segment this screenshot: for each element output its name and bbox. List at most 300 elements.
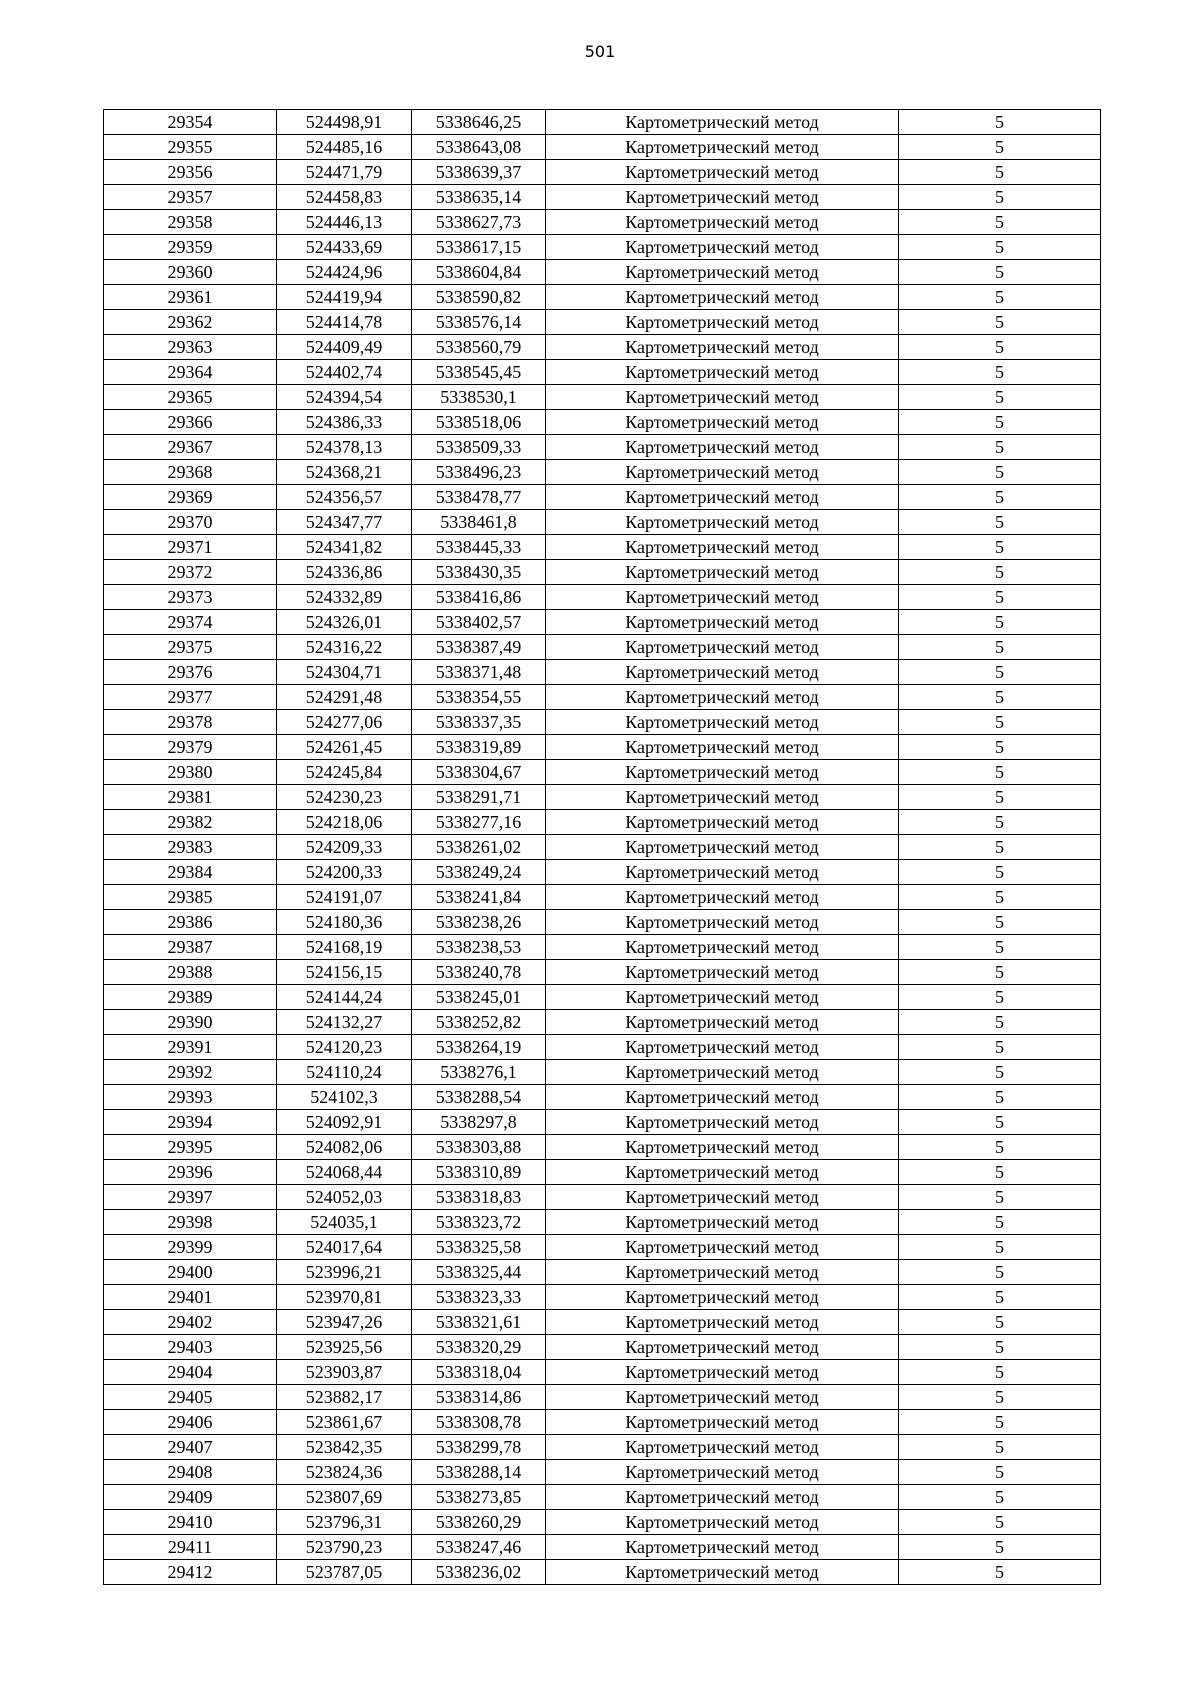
table-row (104, 460, 1101, 485)
table-row (104, 110, 1101, 135)
table-row (104, 210, 1101, 235)
x-coordinate-cell: 524424,96 (277, 260, 412, 285)
table-row (104, 1410, 1101, 1435)
point-number-cell: 29405 (104, 1385, 277, 1410)
point-number-cell: 29364 (104, 360, 277, 385)
method-cell: Картометрический метод (546, 660, 899, 685)
table-row (104, 135, 1101, 160)
method-cell: Картометрический метод (546, 160, 899, 185)
table-row (104, 960, 1101, 985)
method-cell: Картометрический метод (546, 1285, 899, 1310)
accuracy-cell: 5 (899, 185, 1101, 210)
y-coordinate-cell: 5338387,49 (412, 635, 546, 660)
x-coordinate-cell: 524316,22 (277, 635, 412, 660)
point-number-cell: 29391 (104, 1035, 277, 1060)
method-cell: Картометрический метод (546, 210, 899, 235)
point-number-cell: 29396 (104, 1160, 277, 1185)
accuracy-cell: 5 (899, 785, 1101, 810)
table-row (104, 485, 1101, 510)
x-coordinate-cell: 524291,48 (277, 685, 412, 710)
table-row (104, 835, 1101, 860)
accuracy-cell: 5 (899, 560, 1101, 585)
point-number-cell: 29379 (104, 735, 277, 760)
accuracy-cell: 5 (899, 635, 1101, 660)
method-cell: Картометрический метод (546, 560, 899, 585)
y-coordinate-cell: 5338430,35 (412, 560, 546, 585)
method-cell: Картометрический метод (546, 135, 899, 160)
table-row (104, 985, 1101, 1010)
table-row (104, 1185, 1101, 1210)
method-cell: Картометрический метод (546, 535, 899, 560)
method-cell: Картометрический метод (546, 785, 899, 810)
table-row (104, 810, 1101, 835)
method-cell: Картометрический метод (546, 1535, 899, 1560)
point-number-cell: 29393 (104, 1085, 277, 1110)
y-coordinate-cell: 5338238,53 (412, 935, 546, 960)
y-coordinate-cell: 5338261,02 (412, 835, 546, 860)
x-coordinate-cell: 524156,15 (277, 960, 412, 985)
table-row (104, 285, 1101, 310)
accuracy-cell: 5 (899, 1085, 1101, 1110)
point-number-cell: 29382 (104, 810, 277, 835)
x-coordinate-cell: 524485,16 (277, 135, 412, 160)
x-coordinate-cell: 524433,69 (277, 235, 412, 260)
y-coordinate-cell: 5338416,86 (412, 585, 546, 610)
point-number-cell: 29386 (104, 910, 277, 935)
table-row (104, 1460, 1101, 1485)
point-number-cell: 29372 (104, 560, 277, 585)
accuracy-cell: 5 (899, 260, 1101, 285)
x-coordinate-cell: 524304,71 (277, 660, 412, 685)
method-cell: Картометрический метод (546, 285, 899, 310)
table-row (104, 860, 1101, 885)
x-coordinate-cell: 523882,17 (277, 1385, 412, 1410)
x-coordinate-cell: 524368,21 (277, 460, 412, 485)
x-coordinate-cell: 524498,91 (277, 110, 412, 135)
table-row (104, 710, 1101, 735)
coordinates-table (103, 109, 1101, 1585)
y-coordinate-cell: 5338318,04 (412, 1360, 546, 1385)
table-row (104, 1510, 1101, 1535)
table-row (104, 1160, 1101, 1185)
point-number-cell: 29359 (104, 235, 277, 260)
method-cell: Картометрический метод (546, 110, 899, 135)
method-cell: Картометрический метод (546, 860, 899, 885)
method-cell: Картометрический метод (546, 835, 899, 860)
y-coordinate-cell: 5338245,01 (412, 985, 546, 1010)
table-row (104, 1435, 1101, 1460)
y-coordinate-cell: 5338304,67 (412, 760, 546, 785)
x-coordinate-cell: 524332,89 (277, 585, 412, 610)
method-cell: Картометрический метод (546, 460, 899, 485)
y-coordinate-cell: 5338260,29 (412, 1510, 546, 1535)
table-row (104, 785, 1101, 810)
accuracy-cell: 5 (899, 935, 1101, 960)
point-number-cell: 29357 (104, 185, 277, 210)
accuracy-cell: 5 (899, 335, 1101, 360)
y-coordinate-cell: 5338308,78 (412, 1410, 546, 1435)
method-cell: Картометрический метод (546, 1185, 899, 1210)
x-coordinate-cell: 524092,91 (277, 1110, 412, 1135)
x-coordinate-cell: 523903,87 (277, 1360, 412, 1385)
method-cell: Картометрический метод (546, 960, 899, 985)
y-coordinate-cell: 5338402,57 (412, 610, 546, 635)
x-coordinate-cell: 524261,45 (277, 735, 412, 760)
accuracy-cell: 5 (899, 760, 1101, 785)
x-coordinate-cell: 524326,01 (277, 610, 412, 635)
point-number-cell: 29380 (104, 760, 277, 785)
method-cell: Картометрический метод (546, 1510, 899, 1535)
point-number-cell: 29401 (104, 1285, 277, 1310)
accuracy-cell: 5 (899, 1360, 1101, 1385)
table-row (104, 885, 1101, 910)
table-row (104, 1060, 1101, 1085)
page-number: 501 (584, 42, 616, 61)
accuracy-cell: 5 (899, 710, 1101, 735)
y-coordinate-cell: 5338545,45 (412, 360, 546, 385)
x-coordinate-cell: 523787,05 (277, 1560, 412, 1585)
method-cell: Картометрический метод (546, 260, 899, 285)
x-coordinate-cell: 524230,23 (277, 785, 412, 810)
accuracy-cell: 5 (899, 1410, 1101, 1435)
method-cell: Картометрический метод (546, 985, 899, 1010)
point-number-cell: 29399 (104, 1235, 277, 1260)
method-cell: Картометрический метод (546, 185, 899, 210)
x-coordinate-cell: 524218,06 (277, 810, 412, 835)
accuracy-cell: 5 (899, 660, 1101, 685)
point-number-cell: 29362 (104, 310, 277, 335)
y-coordinate-cell: 5338604,84 (412, 260, 546, 285)
table-row (104, 1560, 1101, 1585)
point-number-cell: 29400 (104, 1260, 277, 1285)
table-row (104, 185, 1101, 210)
table-row (104, 435, 1101, 460)
point-number-cell: 29361 (104, 285, 277, 310)
y-coordinate-cell: 5338323,72 (412, 1210, 546, 1235)
y-coordinate-cell: 5338325,58 (412, 1235, 546, 1260)
point-number-cell: 29410 (104, 1510, 277, 1535)
accuracy-cell: 5 (899, 1210, 1101, 1235)
accuracy-cell: 5 (899, 135, 1101, 160)
accuracy-cell: 5 (899, 860, 1101, 885)
x-coordinate-cell: 523947,26 (277, 1310, 412, 1335)
method-cell: Картометрический метод (546, 810, 899, 835)
method-cell: Картометрический метод (546, 1160, 899, 1185)
table-row (104, 1035, 1101, 1060)
accuracy-cell: 5 (899, 1135, 1101, 1160)
point-number-cell: 29409 (104, 1485, 277, 1510)
y-coordinate-cell: 5338240,78 (412, 960, 546, 985)
table-row (104, 160, 1101, 185)
x-coordinate-cell: 523861,67 (277, 1410, 412, 1435)
y-coordinate-cell: 5338238,26 (412, 910, 546, 935)
table-row (104, 610, 1101, 635)
table-row (104, 535, 1101, 560)
x-coordinate-cell: 524336,86 (277, 560, 412, 585)
point-number-cell: 29360 (104, 260, 277, 285)
method-cell: Картометрический метод (546, 235, 899, 260)
accuracy-cell: 5 (899, 1235, 1101, 1260)
point-number-cell: 29363 (104, 335, 277, 360)
point-number-cell: 29398 (104, 1210, 277, 1235)
point-number-cell: 29385 (104, 885, 277, 910)
table-row (104, 1285, 1101, 1310)
accuracy-cell: 5 (899, 235, 1101, 260)
x-coordinate-cell: 524200,33 (277, 860, 412, 885)
x-coordinate-cell: 524402,74 (277, 360, 412, 385)
y-coordinate-cell: 5338518,06 (412, 410, 546, 435)
point-number-cell: 29381 (104, 785, 277, 810)
method-cell: Картометрический метод (546, 410, 899, 435)
accuracy-cell: 5 (899, 610, 1101, 635)
accuracy-cell: 5 (899, 1385, 1101, 1410)
method-cell: Картометрический метод (546, 1010, 899, 1035)
y-coordinate-cell: 5338318,83 (412, 1185, 546, 1210)
x-coordinate-cell: 524356,57 (277, 485, 412, 510)
accuracy-cell: 5 (899, 1310, 1101, 1335)
method-cell: Картометрический метод (546, 635, 899, 660)
x-coordinate-cell: 524386,33 (277, 410, 412, 435)
table-row (104, 1210, 1101, 1235)
method-cell: Картометрический метод (546, 485, 899, 510)
accuracy-cell: 5 (899, 1335, 1101, 1360)
table-row (104, 385, 1101, 410)
x-coordinate-cell: 524471,79 (277, 160, 412, 185)
method-cell: Картометрический метод (546, 1310, 899, 1335)
x-coordinate-cell: 524419,94 (277, 285, 412, 310)
method-cell: Картометрический метод (546, 1360, 899, 1385)
method-cell: Картометрический метод (546, 885, 899, 910)
table-row (104, 335, 1101, 360)
x-coordinate-cell: 524414,78 (277, 310, 412, 335)
y-coordinate-cell: 5338445,33 (412, 535, 546, 560)
accuracy-cell: 5 (899, 985, 1101, 1010)
x-coordinate-cell: 523925,56 (277, 1335, 412, 1360)
accuracy-cell: 5 (899, 910, 1101, 935)
method-cell: Картометрический метод (546, 1260, 899, 1285)
y-coordinate-cell: 5338314,86 (412, 1385, 546, 1410)
x-coordinate-cell: 524082,06 (277, 1135, 412, 1160)
y-coordinate-cell: 5338530,1 (412, 385, 546, 410)
x-coordinate-cell: 524120,23 (277, 1035, 412, 1060)
method-cell: Картометрический метод (546, 710, 899, 735)
accuracy-cell: 5 (899, 1460, 1101, 1485)
y-coordinate-cell: 5338646,25 (412, 110, 546, 135)
coordinates-table-body (104, 110, 1101, 1585)
y-coordinate-cell: 5338288,54 (412, 1085, 546, 1110)
accuracy-cell: 5 (899, 210, 1101, 235)
point-number-cell: 29389 (104, 985, 277, 1010)
method-cell: Картометрический метод (546, 1110, 899, 1135)
y-coordinate-cell: 5338323,33 (412, 1285, 546, 1310)
y-coordinate-cell: 5338478,77 (412, 485, 546, 510)
accuracy-cell: 5 (899, 1285, 1101, 1310)
x-coordinate-cell: 523807,69 (277, 1485, 412, 1510)
table-row (104, 235, 1101, 260)
point-number-cell: 29373 (104, 585, 277, 610)
y-coordinate-cell: 5338639,37 (412, 160, 546, 185)
method-cell: Картометрический метод (546, 335, 899, 360)
accuracy-cell: 5 (899, 1260, 1101, 1285)
x-coordinate-cell: 524458,83 (277, 185, 412, 210)
point-number-cell: 29397 (104, 1185, 277, 1210)
method-cell: Картометрический метод (546, 1235, 899, 1260)
method-cell: Картометрический метод (546, 1410, 899, 1435)
y-coordinate-cell: 5338297,8 (412, 1110, 546, 1135)
point-number-cell: 29407 (104, 1435, 277, 1460)
table-row (104, 1360, 1101, 1385)
method-cell: Картометрический метод (546, 760, 899, 785)
x-coordinate-cell: 524277,06 (277, 710, 412, 735)
method-cell: Картометрический метод (546, 360, 899, 385)
x-coordinate-cell: 524168,19 (277, 935, 412, 960)
table-row (104, 310, 1101, 335)
accuracy-cell: 5 (899, 685, 1101, 710)
accuracy-cell: 5 (899, 460, 1101, 485)
y-coordinate-cell: 5338590,82 (412, 285, 546, 310)
y-coordinate-cell: 5338354,55 (412, 685, 546, 710)
method-cell: Картометрический метод (546, 1385, 899, 1410)
x-coordinate-cell: 523842,35 (277, 1435, 412, 1460)
method-cell: Картометрический метод (546, 910, 899, 935)
point-number-cell: 29365 (104, 385, 277, 410)
table-row (104, 1085, 1101, 1110)
accuracy-cell: 5 (899, 585, 1101, 610)
method-cell: Картометрический метод (546, 585, 899, 610)
x-coordinate-cell: 524017,64 (277, 1235, 412, 1260)
accuracy-cell: 5 (899, 1185, 1101, 1210)
y-coordinate-cell: 5338576,14 (412, 310, 546, 335)
y-coordinate-cell: 5338337,35 (412, 710, 546, 735)
table-row (104, 1235, 1101, 1260)
point-number-cell: 29371 (104, 535, 277, 560)
x-coordinate-cell: 523796,31 (277, 1510, 412, 1535)
point-number-cell: 29370 (104, 510, 277, 535)
y-coordinate-cell: 5338635,14 (412, 185, 546, 210)
point-number-cell: 29384 (104, 860, 277, 885)
method-cell: Картометрический метод (546, 935, 899, 960)
point-number-cell: 29387 (104, 935, 277, 960)
x-coordinate-cell: 524180,36 (277, 910, 412, 935)
y-coordinate-cell: 5338319,89 (412, 735, 546, 760)
x-coordinate-cell: 523824,36 (277, 1460, 412, 1485)
method-cell: Картометрический метод (546, 1560, 899, 1585)
table-row (104, 1135, 1101, 1160)
accuracy-cell: 5 (899, 435, 1101, 460)
accuracy-cell: 5 (899, 1060, 1101, 1085)
table-row (104, 585, 1101, 610)
method-cell: Картометрический метод (546, 1210, 899, 1235)
table-row (104, 635, 1101, 660)
y-coordinate-cell: 5338560,79 (412, 335, 546, 360)
x-coordinate-cell: 524446,13 (277, 210, 412, 235)
y-coordinate-cell: 5338249,24 (412, 860, 546, 885)
accuracy-cell: 5 (899, 360, 1101, 385)
accuracy-cell: 5 (899, 835, 1101, 860)
accuracy-cell: 5 (899, 1160, 1101, 1185)
point-number-cell: 29394 (104, 1110, 277, 1135)
point-number-cell: 29354 (104, 110, 277, 135)
x-coordinate-cell: 524035,1 (277, 1210, 412, 1235)
point-number-cell: 29403 (104, 1335, 277, 1360)
y-coordinate-cell: 5338627,73 (412, 210, 546, 235)
table-row (104, 660, 1101, 685)
y-coordinate-cell: 5338288,14 (412, 1460, 546, 1485)
accuracy-cell: 5 (899, 1010, 1101, 1035)
point-number-cell: 29376 (104, 660, 277, 685)
x-coordinate-cell: 523996,21 (277, 1260, 412, 1285)
x-coordinate-cell: 523970,81 (277, 1285, 412, 1310)
method-cell: Картометрический метод (546, 685, 899, 710)
y-coordinate-cell: 5338273,85 (412, 1485, 546, 1510)
y-coordinate-cell: 5338264,19 (412, 1035, 546, 1060)
method-cell: Картометрический метод (546, 310, 899, 335)
accuracy-cell: 5 (899, 385, 1101, 410)
y-coordinate-cell: 5338461,8 (412, 510, 546, 535)
point-number-cell: 29375 (104, 635, 277, 660)
accuracy-cell: 5 (899, 310, 1101, 335)
point-number-cell: 29366 (104, 410, 277, 435)
accuracy-cell: 5 (899, 510, 1101, 535)
accuracy-cell: 5 (899, 1035, 1101, 1060)
table-row (104, 410, 1101, 435)
method-cell: Картометрический метод (546, 1335, 899, 1360)
y-coordinate-cell: 5338496,23 (412, 460, 546, 485)
x-coordinate-cell: 524209,33 (277, 835, 412, 860)
point-number-cell: 29408 (104, 1460, 277, 1485)
x-coordinate-cell: 524341,82 (277, 535, 412, 560)
point-number-cell: 29411 (104, 1535, 277, 1560)
method-cell: Картометрический метод (546, 1435, 899, 1460)
table-row (104, 760, 1101, 785)
point-number-cell: 29368 (104, 460, 277, 485)
table-row (104, 1110, 1101, 1135)
y-coordinate-cell: 5338299,78 (412, 1435, 546, 1460)
accuracy-cell: 5 (899, 1485, 1101, 1510)
x-coordinate-cell: 524110,24 (277, 1060, 412, 1085)
method-cell: Картометрический метод (546, 1485, 899, 1510)
y-coordinate-cell: 5338321,61 (412, 1310, 546, 1335)
accuracy-cell: 5 (899, 285, 1101, 310)
point-number-cell: 29374 (104, 610, 277, 635)
table-row (104, 735, 1101, 760)
table-row (104, 1535, 1101, 1560)
y-coordinate-cell: 5338276,1 (412, 1060, 546, 1085)
x-coordinate-cell: 524378,13 (277, 435, 412, 460)
x-coordinate-cell: 524409,49 (277, 335, 412, 360)
method-cell: Картометрический метод (546, 1460, 899, 1485)
point-number-cell: 29390 (104, 1010, 277, 1035)
table-row (104, 260, 1101, 285)
x-coordinate-cell: 524132,27 (277, 1010, 412, 1035)
accuracy-cell: 5 (899, 110, 1101, 135)
point-number-cell: 29404 (104, 1360, 277, 1385)
x-coordinate-cell: 524191,07 (277, 885, 412, 910)
method-cell: Картометрический метод (546, 610, 899, 635)
point-number-cell: 29356 (104, 160, 277, 185)
table-row (104, 1485, 1101, 1510)
accuracy-cell: 5 (899, 485, 1101, 510)
accuracy-cell: 5 (899, 1510, 1101, 1535)
table-row (104, 360, 1101, 385)
y-coordinate-cell: 5338509,33 (412, 435, 546, 460)
point-number-cell: 29388 (104, 960, 277, 985)
accuracy-cell: 5 (899, 960, 1101, 985)
accuracy-cell: 5 (899, 735, 1101, 760)
y-coordinate-cell: 5338310,89 (412, 1160, 546, 1185)
accuracy-cell: 5 (899, 810, 1101, 835)
point-number-cell: 29412 (104, 1560, 277, 1585)
